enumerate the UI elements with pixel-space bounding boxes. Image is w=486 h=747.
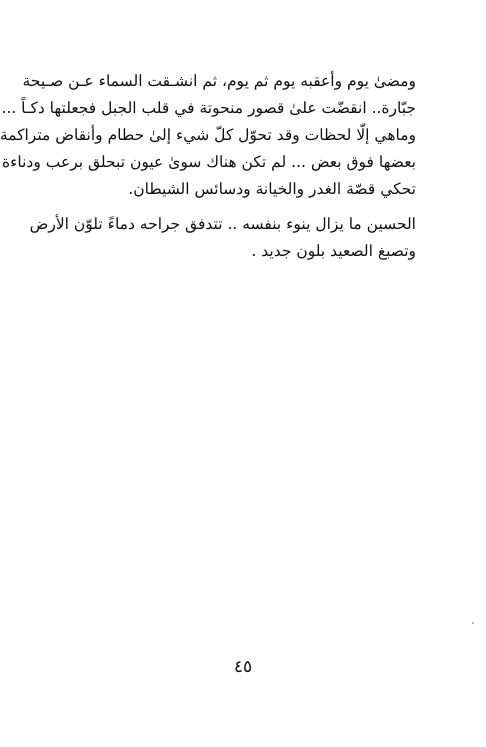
text-line: ومضىٰ يوم وأعقبه يوم ثم يوم، ثم انشـقت السماء عـن صـيحة: [22, 72, 416, 90]
page-number: ٤٥: [233, 657, 253, 677]
paragraph-1: [0, 68, 416, 203]
text-line: الحسين ما يزال ينوء بنفسه .. تتدفق جراحه دماءً تلوّن الأرض: [29, 215, 416, 233]
body-text: [0, 68, 416, 265]
text-line: جبّارة.. انقضّت علىٰ قصور منحوتة في قلب الجبل فجعلتها دكـاً ...: [1, 99, 416, 117]
text-line: بعضها فوق بعض ... لم تكن هناك سوىٰ عيون تبحلق برعب ودناءة: [1, 153, 416, 171]
text-line: وماهي إلّا لحظات وقد تحوّل كلّ شيء إلىٰ حطام وأنقاض متراكمة: [0, 126, 416, 144]
text-line: تحكي قصّة الغدر والخيانة ودسائس الشيطان.: [128, 180, 416, 198]
scan-speck: [472, 622, 474, 624]
paragraph-2: [29, 211, 416, 265]
text-line: وتصبغ الصعيد بلون جديد .: [251, 242, 416, 260]
paragraph-spacer: [70, 203, 416, 211]
